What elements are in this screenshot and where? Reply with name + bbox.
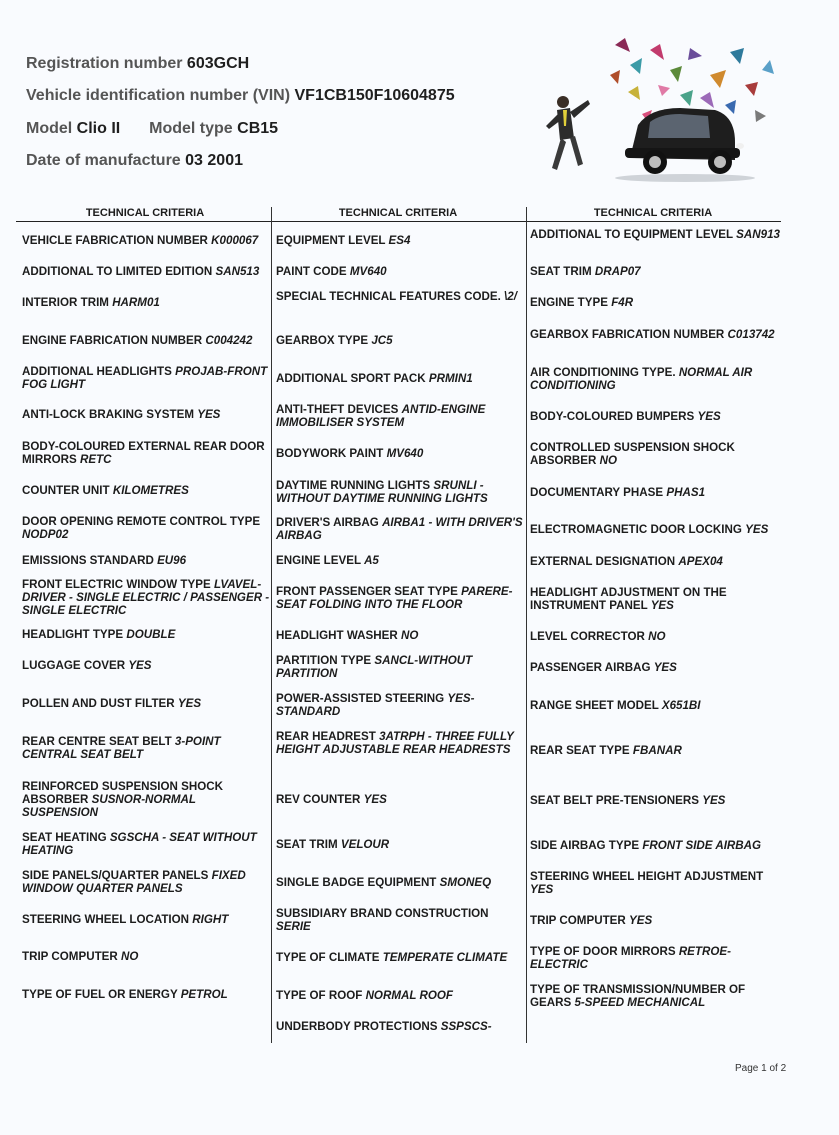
criteria-cell: BODY-COLOURED EXTERNAL REAR DOOR MIRRORS RETC <box>22 440 265 466</box>
criteria-cell: SEAT HEATING SGSCHA - SEAT WITHOUT HEATING <box>22 831 257 857</box>
criteria-cell: TYPE OF ROOF NORMAL ROOF <box>276 989 453 1002</box>
criteria-cell: SUBSIDIARY BRAND CONSTRUCTION SERIE <box>276 907 489 933</box>
model-label: Model <box>26 120 73 137</box>
column-header-3: TECHNICAL CRITERIA <box>593 207 713 219</box>
criteria-cell: FRONT PASSENGER SEAT TYPE PARERE-SEAT FOLDING INTO THE FLOOR <box>276 585 513 611</box>
criteria-cell: FRONT ELECTRIC WINDOW TYPE LVAVEL-DRIVER - SINGLE ELECTRIC / PASSENGER - SINGLE ELECTRIC <box>22 578 270 617</box>
person-figure <box>546 96 590 170</box>
criteria-cell: SINGLE BADGE EQUIPMENT SMONEQ <box>276 876 492 889</box>
criteria-cell: DRIVER'S AIRBAG AIRBA1 - WITH DRIVER'S AIRBAG <box>276 516 523 542</box>
criteria-cell: COUNTER UNIT KILOMETRES <box>22 484 189 497</box>
criteria-cell: TYPE OF TRANSMISSION/NUMBER OF GEARS 5-SPEED MECHANICAL <box>530 983 746 1009</box>
criteria-cell: ANTI-LOCK BRAKING SYSTEM YES <box>22 408 221 421</box>
criteria-cell: EMISSIONS STANDARD EU96 <box>22 554 187 567</box>
registration-line <box>26 55 249 73</box>
criteria-cell: ANTI-THEFT DEVICES ANTID-ENGINE IMMOBILISER SYSTEM <box>276 403 486 429</box>
criteria-cell: PAINT CODE MV640 <box>276 265 387 278</box>
date-value: 03 2001 <box>185 152 243 169</box>
criteria-cell: ENGINE TYPE F4R <box>530 296 634 309</box>
criteria-cell: ADDITIONAL TO EQUIPMENT LEVEL SAN913 <box>530 228 780 241</box>
car-shape <box>615 108 755 182</box>
model-line <box>26 120 278 138</box>
criteria-cell: PARTITION TYPE SANCL-WITHOUT PARTITION <box>276 654 473 680</box>
criteria-cell: EXTERNAL DESIGNATION APEX04 <box>530 555 723 568</box>
criteria-cell: TYPE OF DOOR MIRRORS RETROE-ELECTRIC <box>530 945 731 971</box>
criteria-cell: AIR CONDITIONING TYPE. NORMAL AIR CONDITIONING <box>530 366 753 392</box>
registration-label: Registration number <box>26 55 183 72</box>
header-rule <box>16 221 781 222</box>
criteria-cell: ELECTROMAGNETIC DOOR LOCKING YES <box>530 523 769 536</box>
criteria-cell: REAR SEAT TYPE FBANAR <box>530 744 682 757</box>
vin-line <box>26 87 455 105</box>
criteria-cell: INTERIOR TRIM HARM01 <box>22 296 160 309</box>
criteria-cell: DAYTIME RUNNING LIGHTS SRUNLI - WITHOUT DAYTIME RUNNING LIGHTS <box>276 479 488 505</box>
criteria-cell: SEAT TRIM DRAP07 <box>530 265 641 278</box>
criteria-cell: SEAT TRIM VELOUR <box>276 838 390 851</box>
criteria-cell: ADDITIONAL TO LIMITED EDITION SAN513 <box>22 265 260 278</box>
criteria-cell: LUGGAGE COVER YES <box>22 659 152 672</box>
criteria-cell: TYPE OF CLIMATE TEMPERATE CLIMATE <box>276 951 508 964</box>
column-divider-2 <box>526 207 527 1043</box>
criteria-cell: REAR HEADREST 3ATRPH - THREE FULLY HEIGHT ADJUSTABLE REAR HEADRESTS <box>276 730 514 756</box>
date-label: Date of manufacture <box>26 152 181 169</box>
criteria-cell: EQUIPMENT LEVEL ES4 <box>276 234 411 247</box>
model-type-label: Model type <box>149 120 233 137</box>
criteria-cell: POWER-ASSISTED STEERING YES-STANDARD <box>276 692 475 718</box>
criteria-cell: ENGINE FABRICATION NUMBER C004242 <box>22 334 253 347</box>
criteria-cell: REAR CENTRE SEAT BELT 3-POINT CENTRAL SEAT BELT <box>22 735 221 761</box>
criteria-cell: TYPE OF FUEL OR ENERGY PETROL <box>22 988 228 1001</box>
criteria-cell: HEADLIGHT TYPE DOUBLE <box>22 628 176 641</box>
page-number: Page 1 of 2 <box>735 1063 787 1074</box>
criteria-cell: POLLEN AND DUST FILTER YES <box>22 697 202 710</box>
criteria-cell: STEERING WHEEL LOCATION RIGHT <box>22 913 229 926</box>
criteria-cell: GEARBOX TYPE JC5 <box>276 334 393 347</box>
car-illustration <box>530 30 775 190</box>
vin-label: Vehicle identification number (VIN) <box>26 87 291 104</box>
criteria-cell: STEERING WHEEL HEIGHT ADJUSTMENT YES <box>530 870 764 896</box>
criteria-cell: HEADLIGHT ADJUSTMENT ON THE INSTRUMENT PANEL YES <box>530 586 727 612</box>
criteria-cell: CONTROLLED SUSPENSION SHOCK ABSORBER NO <box>530 441 735 467</box>
registration-value: 603GCH <box>186 55 250 72</box>
criteria-cell: TRIP COMPUTER YES <box>530 914 653 927</box>
criteria-cell: GEARBOX FABRICATION NUMBER C013742 <box>530 328 775 341</box>
vin-value: VF1CB150F10604875 <box>294 87 455 104</box>
criteria-cell: UNDERBODY PROTECTIONS SSPSCS- <box>276 1020 492 1033</box>
criteria-cell: TRIP COMPUTER NO <box>22 950 139 963</box>
criteria-cell: VEHICLE FABRICATION NUMBER K000067 <box>22 234 259 247</box>
criteria-cell: BODYWORK PAINT MV640 <box>276 447 424 460</box>
criteria-cell: DOOR OPENING REMOTE CONTROL TYPE NODP02 <box>22 515 261 541</box>
column-header-1: TECHNICAL CRITERIA <box>85 207 205 219</box>
criteria-cell: SPECIAL TECHNICAL FEATURES CODE. \2/ <box>276 290 517 303</box>
date-line <box>26 152 243 170</box>
criteria-cell: SEAT BELT PRE-TENSIONERS YES <box>530 794 726 807</box>
criteria-cell: REINFORCED SUSPENSION SHOCK ABSORBER SUSNOR-NORMAL SUSPENSION <box>22 780 223 819</box>
criteria-cell: ENGINE LEVEL A5 <box>276 554 379 567</box>
criteria-cell: RANGE SHEET MODEL X651BI <box>530 699 701 712</box>
criteria-cell: SIDE AIRBAG TYPE FRONT SIDE AIRBAG <box>530 839 762 852</box>
model-type-value: CB15 <box>237 120 279 137</box>
model-value: Clio II <box>76 120 121 137</box>
criteria-cell: DOCUMENTARY PHASE PHAS1 <box>530 486 706 499</box>
criteria-cell: REV COUNTER YES <box>276 793 387 806</box>
column-header-2: TECHNICAL CRITERIA <box>338 207 458 219</box>
criteria-cell: PASSENGER AIRBAG YES <box>530 661 677 674</box>
criteria-cell: ADDITIONAL SPORT PACK PRMIN1 <box>276 372 473 385</box>
criteria-cell: BODY-COLOURED BUMPERS YES <box>530 410 721 423</box>
criteria-cell: HEADLIGHT WASHER NO <box>276 629 419 642</box>
criteria-cell: SIDE PANELS/QUARTER PANELS FIXED WINDOW QUARTER PANELS <box>22 869 246 895</box>
criteria-cell: LEVEL CORRECTOR NO <box>530 630 666 643</box>
criteria-cell: ADDITIONAL HEADLIGHTS PROJAB-FRONT FOG LIGHT <box>22 365 268 391</box>
